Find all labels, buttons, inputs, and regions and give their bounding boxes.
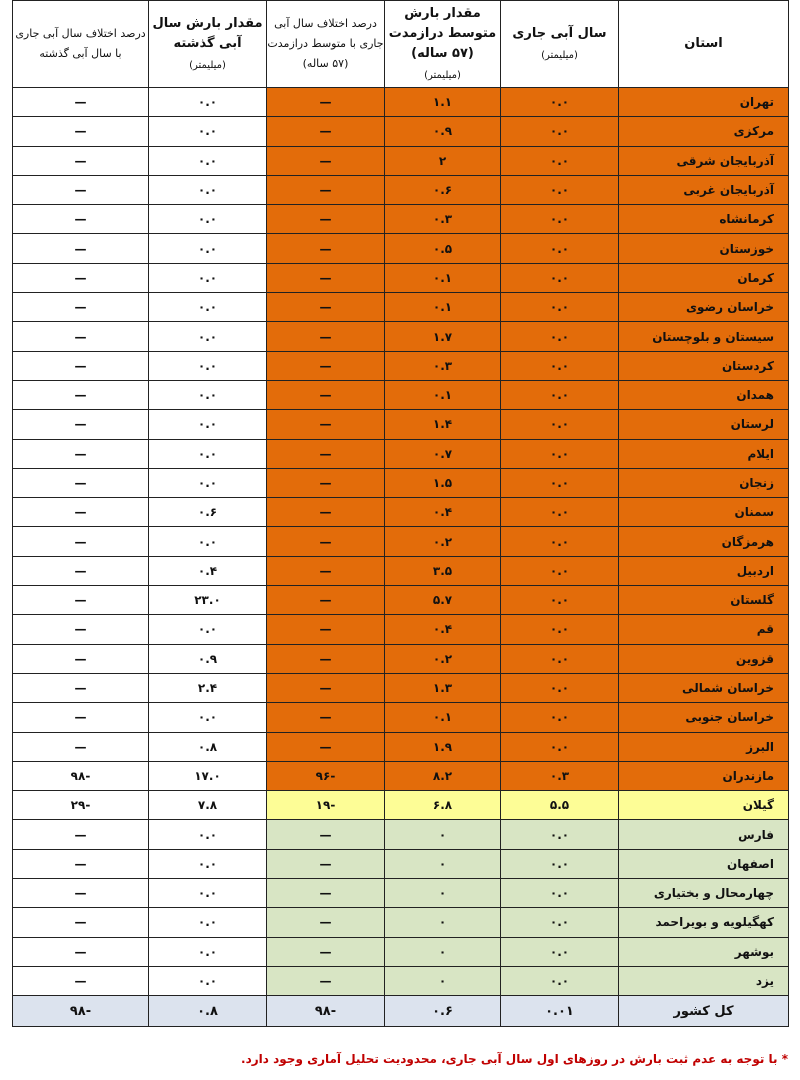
cell-avg: ۰.۳ — [385, 351, 501, 380]
cell-avg: ۰ — [385, 820, 501, 849]
cell-current: ۰.۰ — [501, 117, 619, 146]
cell-avg: ۱.۴ — [385, 410, 501, 439]
cell-diff-last: — — [13, 703, 149, 732]
cell-avg: ۰.۷ — [385, 439, 501, 468]
table-row — [13, 410, 789, 439]
cell-province: یزد — [619, 966, 789, 995]
cell-current: ۰.۰ — [501, 205, 619, 234]
cell-province: کردستان — [619, 351, 789, 380]
table-body — [13, 88, 789, 1027]
cell-diff-last: — — [13, 879, 149, 908]
cell-current: ۵.۵ — [501, 791, 619, 820]
cell-diff-avg: — — [267, 88, 385, 117]
cell-diff-avg: — — [267, 879, 385, 908]
cell-diff-last: — — [13, 88, 149, 117]
table-row — [13, 117, 789, 146]
cell-avg: ۵.۷ — [385, 586, 501, 615]
cell-province: مرکزی — [619, 117, 789, 146]
cell-diff-avg: — — [267, 556, 385, 585]
cell-current: ۰.۰ — [501, 351, 619, 380]
cell-avg: ۰.۱ — [385, 293, 501, 322]
cell-province: قم — [619, 615, 789, 644]
cell-current: ۰.۰ — [501, 380, 619, 409]
header-province: استان — [619, 1, 789, 88]
cell-last: ۰.۰ — [149, 88, 267, 117]
cell-diff-avg: — — [267, 146, 385, 175]
cell-province: گیلان — [619, 791, 789, 820]
table-row — [13, 615, 789, 644]
cell-avg: ۰.۴ — [385, 615, 501, 644]
cell-last: ۰.۰ — [149, 820, 267, 849]
cell-avg: ۰ — [385, 937, 501, 966]
table-row — [13, 879, 789, 908]
cell-province: زنجان — [619, 468, 789, 497]
cell-current: ۰.۰ — [501, 849, 619, 878]
table-row — [13, 586, 789, 615]
total-diff-avg: -۹۸ — [267, 996, 385, 1027]
cell-current: ۰.۰ — [501, 879, 619, 908]
cell-avg: ۶.۸ — [385, 791, 501, 820]
cell-last: ۰.۰ — [149, 263, 267, 292]
cell-avg: ۲ — [385, 146, 501, 175]
cell-diff-avg: — — [267, 175, 385, 204]
cell-avg: ۰.۵ — [385, 234, 501, 263]
cell-avg: ۳.۵ — [385, 556, 501, 585]
cell-province: کرمانشاه — [619, 205, 789, 234]
table-row — [13, 849, 789, 878]
cell-diff-last: — — [13, 293, 149, 322]
cell-diff-avg: — — [267, 820, 385, 849]
cell-last: ۰.۴ — [149, 556, 267, 585]
cell-last: ۰.۰ — [149, 117, 267, 146]
cell-diff-avg: -۱۹ — [267, 791, 385, 820]
cell-diff-last: — — [13, 849, 149, 878]
table-row — [13, 263, 789, 292]
cell-last: ۰.۰ — [149, 410, 267, 439]
cell-province: بوشهر — [619, 937, 789, 966]
cell-current: ۰.۰ — [501, 234, 619, 263]
cell-diff-avg: — — [267, 205, 385, 234]
cell-last: ۰.۰ — [149, 205, 267, 234]
cell-current: ۰.۰ — [501, 966, 619, 995]
cell-avg: ۱.۵ — [385, 468, 501, 497]
cell-province: فارس — [619, 820, 789, 849]
cell-diff-last: — — [13, 644, 149, 673]
cell-current: ۰.۰ — [501, 820, 619, 849]
cell-diff-avg: — — [267, 468, 385, 497]
table-row — [13, 820, 789, 849]
cell-avg: ۰.۱ — [385, 703, 501, 732]
cell-province: سیستان و بلوچستان — [619, 322, 789, 351]
cell-province: ایلام — [619, 439, 789, 468]
header-last: مقدار بارش سال آبی گذشته (میلیمتر) — [149, 1, 267, 88]
table-row — [13, 703, 789, 732]
rainfall-table — [12, 0, 789, 1027]
cell-diff-avg: — — [267, 527, 385, 556]
cell-current: ۰.۳ — [501, 761, 619, 790]
cell-current: ۰.۰ — [501, 175, 619, 204]
cell-province: خراسان رضوی — [619, 293, 789, 322]
cell-current: ۰.۰ — [501, 732, 619, 761]
table-row — [13, 644, 789, 673]
cell-diff-avg: — — [267, 293, 385, 322]
cell-diff-avg: — — [267, 849, 385, 878]
cell-province: کرمان — [619, 263, 789, 292]
cell-last: ۲۳.۰ — [149, 586, 267, 615]
header-diff-avg: درصد اختلاف سال آبی جاری با متوسط درازمدت (۵۷ ساله) — [267, 1, 385, 88]
table-row — [13, 234, 789, 263]
footnote: * با توجه به عدم ثبت بارش در روزهای اول سال آبی جاری، محدودیت تحلیل آماری وجود دارد. — [241, 1052, 788, 1066]
table-row — [13, 351, 789, 380]
cell-last: ۰.۸ — [149, 732, 267, 761]
cell-province: تهران — [619, 88, 789, 117]
cell-province: قزوین — [619, 644, 789, 673]
total-avg: ۰.۶ — [385, 996, 501, 1027]
cell-diff-avg: — — [267, 937, 385, 966]
cell-province: البرز — [619, 732, 789, 761]
cell-diff-last: — — [13, 175, 149, 204]
cell-diff-avg: -۹۶ — [267, 761, 385, 790]
cell-avg: ۱.۱ — [385, 88, 501, 117]
cell-avg: ۱.۳ — [385, 673, 501, 702]
cell-diff-avg: — — [267, 673, 385, 702]
cell-avg: ۰.۴ — [385, 498, 501, 527]
cell-avg: ۰.۳ — [385, 205, 501, 234]
table-row — [13, 380, 789, 409]
cell-province: چهارمحال و بختیاری — [619, 879, 789, 908]
cell-avg: ۰.۱ — [385, 380, 501, 409]
cell-last: ۰.۰ — [149, 879, 267, 908]
cell-diff-avg: — — [267, 586, 385, 615]
cell-diff-avg: — — [267, 322, 385, 351]
cell-province: خراسان جنوبی — [619, 703, 789, 732]
table-row — [13, 761, 789, 790]
cell-current: ۰.۰ — [501, 703, 619, 732]
cell-province: مازندران — [619, 761, 789, 790]
cell-avg: ۰.۲ — [385, 527, 501, 556]
cell-diff-avg: — — [267, 703, 385, 732]
cell-current: ۰.۰ — [501, 439, 619, 468]
total-province: کل کشور — [619, 996, 789, 1027]
cell-diff-avg: — — [267, 732, 385, 761]
cell-diff-avg: — — [267, 234, 385, 263]
table-row — [13, 527, 789, 556]
cell-last: ۰.۰ — [149, 322, 267, 351]
cell-province: خوزستان — [619, 234, 789, 263]
table-row — [13, 205, 789, 234]
cell-province: سمنان — [619, 498, 789, 527]
cell-current: ۰.۰ — [501, 498, 619, 527]
total-last: ۰.۸ — [149, 996, 267, 1027]
cell-current: ۰.۰ — [501, 644, 619, 673]
cell-diff-last: — — [13, 234, 149, 263]
cell-avg: ۰ — [385, 908, 501, 937]
cell-province: گلستان — [619, 586, 789, 615]
cell-province: اردبیل — [619, 556, 789, 585]
cell-diff-avg: — — [267, 263, 385, 292]
table-row — [13, 146, 789, 175]
cell-diff-last: — — [13, 615, 149, 644]
cell-last: ۰.۶ — [149, 498, 267, 527]
cell-last: ۰.۰ — [149, 439, 267, 468]
cell-last: ۰.۰ — [149, 293, 267, 322]
cell-diff-avg: — — [267, 117, 385, 146]
cell-diff-avg: — — [267, 615, 385, 644]
cell-last: ۲.۴ — [149, 673, 267, 702]
cell-last: ۰.۰ — [149, 703, 267, 732]
cell-province: خراسان شمالی — [619, 673, 789, 702]
cell-avg: ۰ — [385, 849, 501, 878]
table-row — [13, 556, 789, 585]
cell-last: ۰.۰ — [149, 146, 267, 175]
cell-diff-last: — — [13, 498, 149, 527]
table-row — [13, 673, 789, 702]
cell-diff-last: — — [13, 586, 149, 615]
cell-diff-last: — — [13, 820, 149, 849]
cell-current: ۰.۰ — [501, 410, 619, 439]
cell-current: ۰.۰ — [501, 263, 619, 292]
cell-diff-last: — — [13, 351, 149, 380]
table-row — [13, 908, 789, 937]
cell-current: ۰.۰ — [501, 673, 619, 702]
cell-diff-avg: — — [267, 410, 385, 439]
cell-last: ۰.۰ — [149, 908, 267, 937]
total-row — [13, 996, 789, 1027]
rainfall-table-container — [12, 0, 788, 1027]
cell-last: ۰.۰ — [149, 937, 267, 966]
cell-diff-avg: — — [267, 439, 385, 468]
header-diff-last: درصد اختلاف سال آبی جاری با سال آبی گذشته — [13, 1, 149, 88]
header-avg: مقدار بارش متوسط درازمدت (۵۷ ساله) (میلیمتر) — [385, 1, 501, 88]
cell-diff-avg: — — [267, 966, 385, 995]
cell-current: ۰.۰ — [501, 527, 619, 556]
table-header-row — [13, 1, 789, 88]
total-current: ۰.۰۱ — [501, 996, 619, 1027]
cell-diff-last: — — [13, 556, 149, 585]
cell-last: ۰.۹ — [149, 644, 267, 673]
cell-diff-last: — — [13, 205, 149, 234]
cell-province: لرستان — [619, 410, 789, 439]
cell-avg: ۰.۲ — [385, 644, 501, 673]
cell-diff-last: — — [13, 380, 149, 409]
cell-diff-last: — — [13, 908, 149, 937]
header-current: سال آبی جاری (میلیمتر) — [501, 1, 619, 88]
table-row — [13, 175, 789, 204]
cell-diff-avg: — — [267, 380, 385, 409]
table-row — [13, 88, 789, 117]
table-row — [13, 322, 789, 351]
cell-last: ۰.۰ — [149, 849, 267, 878]
table-row — [13, 498, 789, 527]
cell-province: اصفهان — [619, 849, 789, 878]
cell-last: ۰.۰ — [149, 351, 267, 380]
cell-diff-last: — — [13, 410, 149, 439]
cell-province: هرمزگان — [619, 527, 789, 556]
cell-last: ۰.۰ — [149, 468, 267, 497]
table-row — [13, 966, 789, 995]
cell-province: همدان — [619, 380, 789, 409]
cell-current: ۰.۰ — [501, 146, 619, 175]
cell-diff-avg: — — [267, 351, 385, 380]
cell-diff-last: — — [13, 966, 149, 995]
table-row — [13, 293, 789, 322]
cell-avg: ۰ — [385, 879, 501, 908]
cell-last: ۰.۰ — [149, 615, 267, 644]
cell-last: ۰.۰ — [149, 234, 267, 263]
cell-current: ۰.۰ — [501, 615, 619, 644]
cell-last: ۰.۰ — [149, 966, 267, 995]
cell-current: ۰.۰ — [501, 586, 619, 615]
cell-province: آذربایجان غربی — [619, 175, 789, 204]
cell-current: ۰.۰ — [501, 556, 619, 585]
cell-last: ۰.۰ — [149, 380, 267, 409]
cell-current: ۰.۰ — [501, 908, 619, 937]
table-row — [13, 468, 789, 497]
cell-diff-last: — — [13, 146, 149, 175]
cell-current: ۰.۰ — [501, 88, 619, 117]
cell-diff-last: — — [13, 439, 149, 468]
cell-last: ۷.۸ — [149, 791, 267, 820]
cell-avg: ۱.۷ — [385, 322, 501, 351]
table-row — [13, 732, 789, 761]
cell-avg: ۰ — [385, 966, 501, 995]
cell-diff-avg: — — [267, 908, 385, 937]
cell-last: ۰.۰ — [149, 175, 267, 204]
cell-province: آذربایجان شرقی — [619, 146, 789, 175]
table-row — [13, 439, 789, 468]
cell-diff-avg: — — [267, 644, 385, 673]
cell-diff-last: — — [13, 527, 149, 556]
cell-avg: ۱.۹ — [385, 732, 501, 761]
cell-avg: ۰.۶ — [385, 175, 501, 204]
cell-diff-last: — — [13, 673, 149, 702]
cell-diff-last: — — [13, 937, 149, 966]
cell-avg: ۰.۱ — [385, 263, 501, 292]
cell-avg: ۸.۲ — [385, 761, 501, 790]
cell-diff-last: -۹۸ — [13, 761, 149, 790]
table-row — [13, 791, 789, 820]
cell-last: ۱۷.۰ — [149, 761, 267, 790]
cell-last: ۰.۰ — [149, 527, 267, 556]
cell-current: ۰.۰ — [501, 937, 619, 966]
cell-current: ۰.۰ — [501, 322, 619, 351]
cell-current: ۰.۰ — [501, 468, 619, 497]
cell-diff-last: — — [13, 263, 149, 292]
cell-diff-last: -۲۹ — [13, 791, 149, 820]
total-diff-last: -۹۸ — [13, 996, 149, 1027]
cell-diff-last: — — [13, 732, 149, 761]
cell-diff-last: — — [13, 117, 149, 146]
cell-diff-last: — — [13, 322, 149, 351]
cell-diff-avg: — — [267, 498, 385, 527]
cell-province: کهگیلویه و بویراحمد — [619, 908, 789, 937]
cell-diff-last: — — [13, 468, 149, 497]
table-row — [13, 937, 789, 966]
cell-avg: ۰.۹ — [385, 117, 501, 146]
cell-current: ۰.۰ — [501, 293, 619, 322]
